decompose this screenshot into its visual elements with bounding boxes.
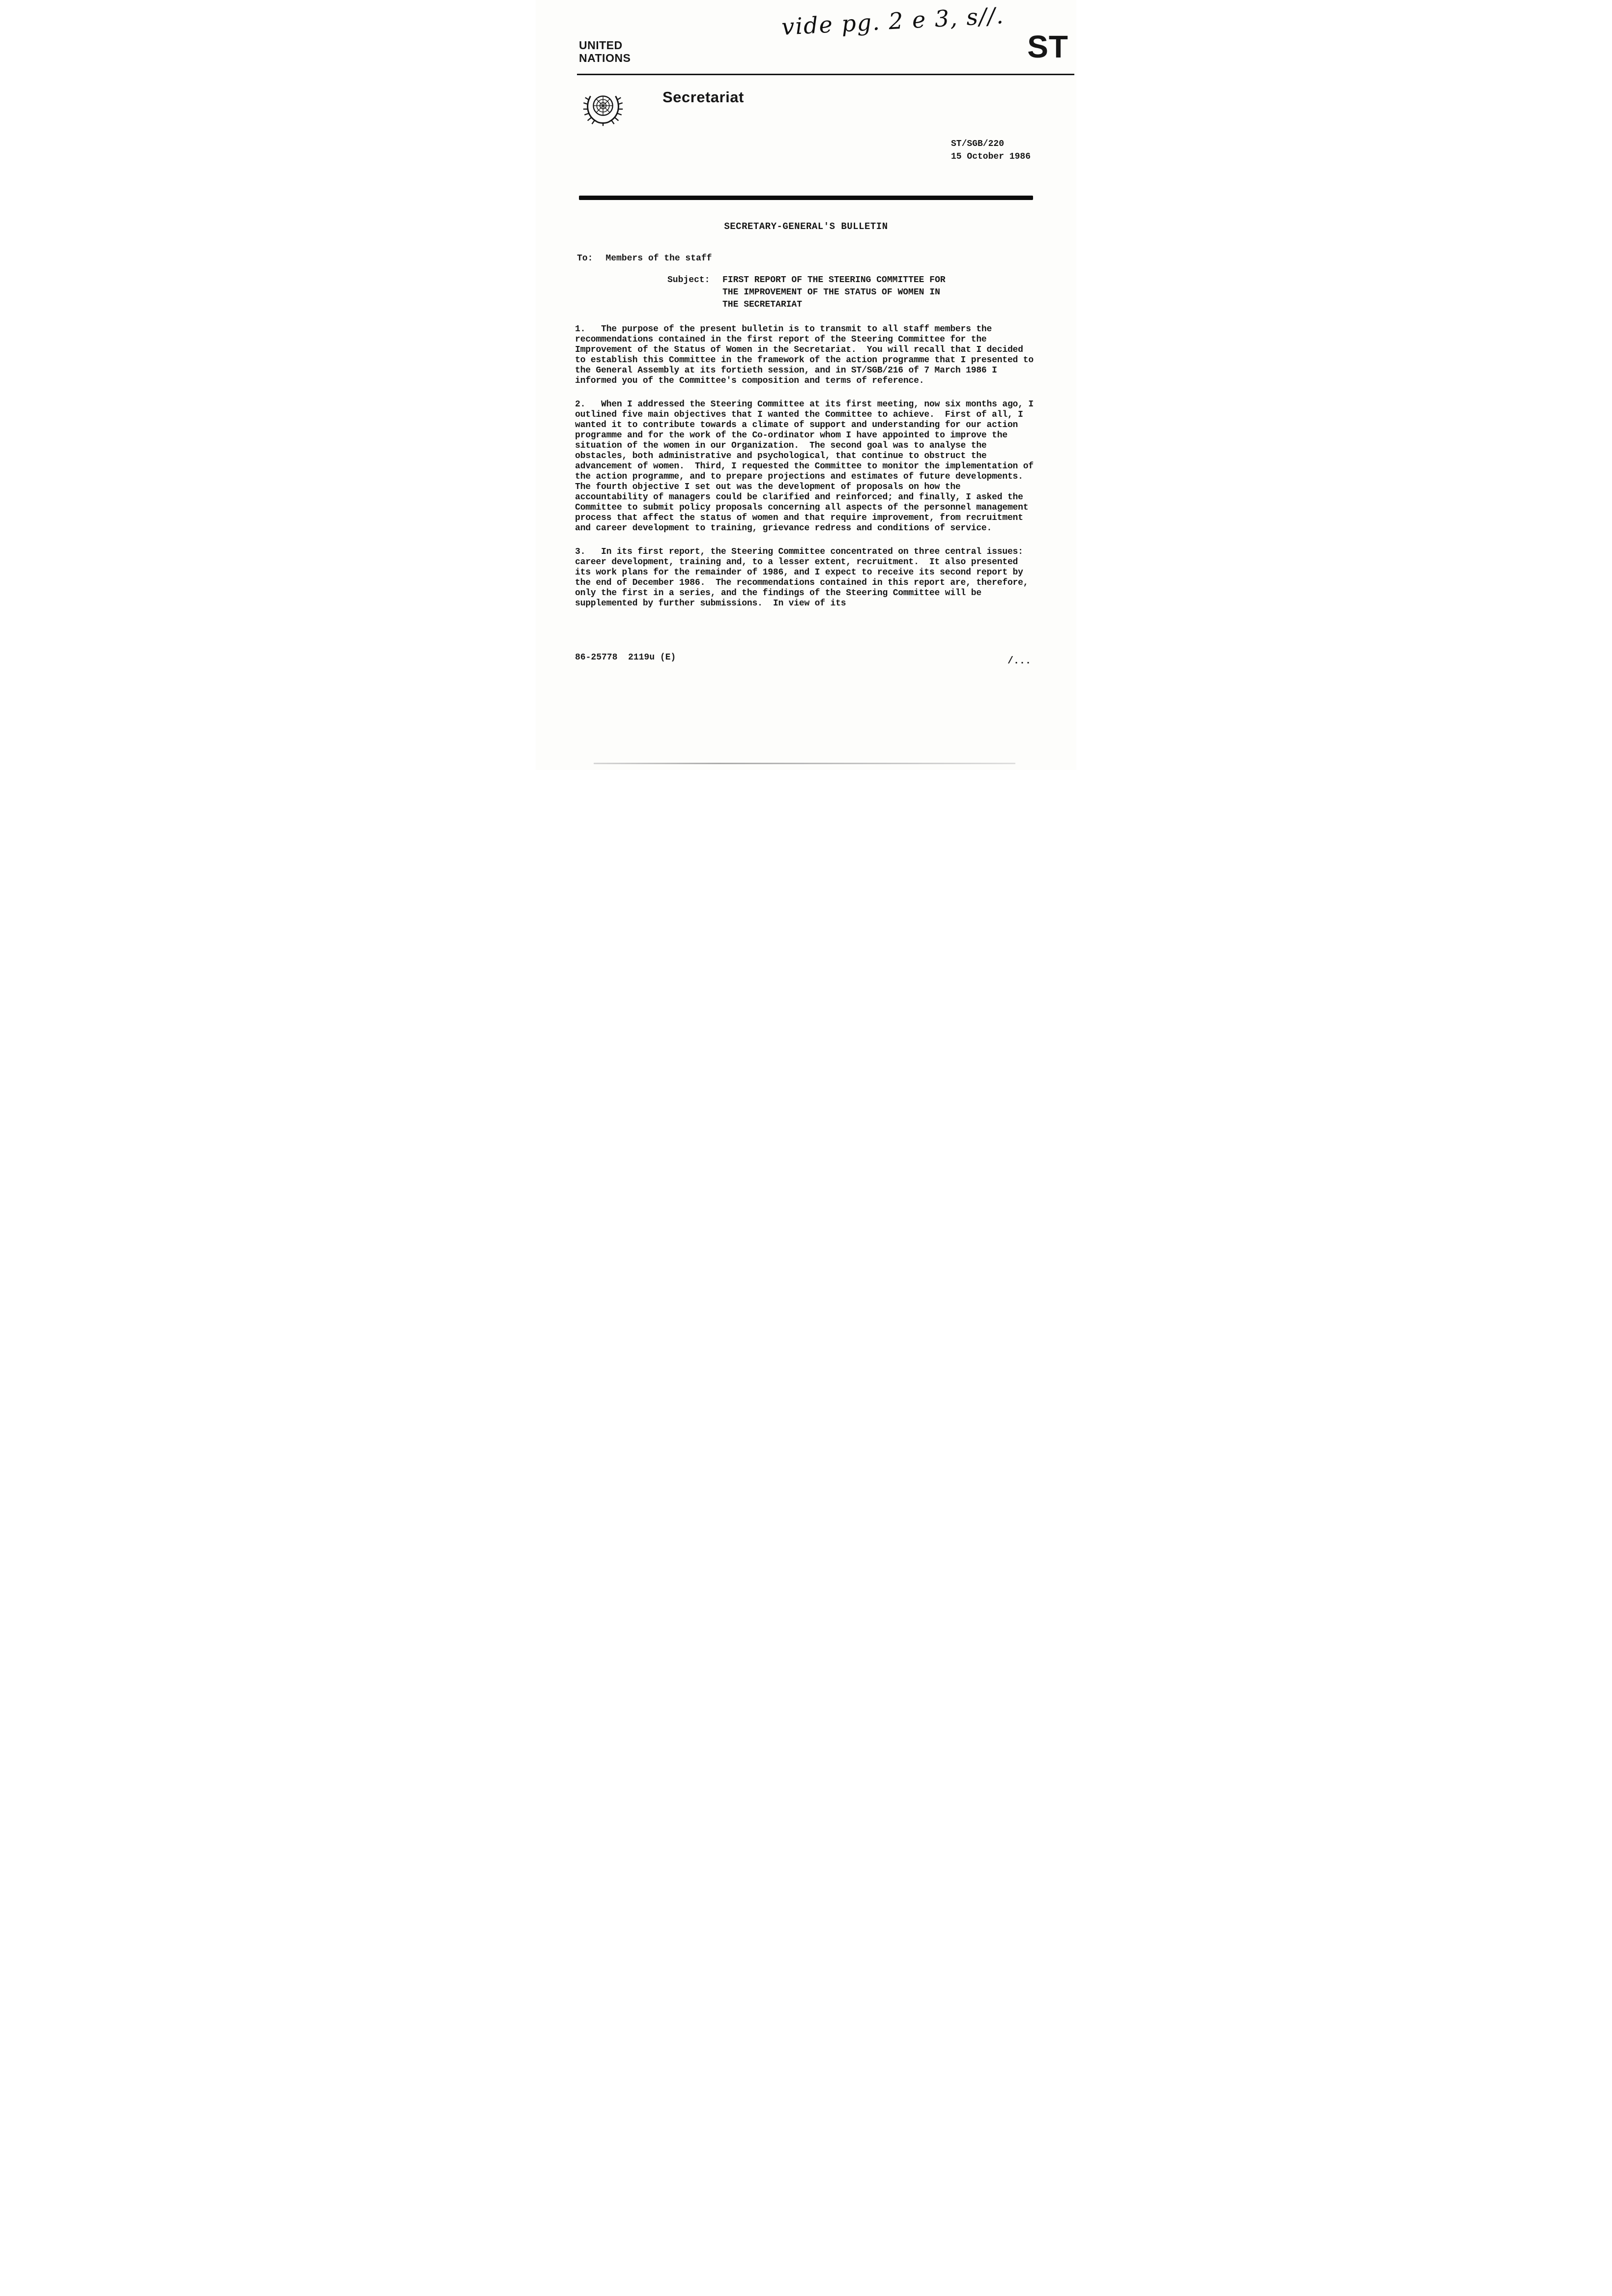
document-body xyxy=(575,324,1039,622)
series-symbol: ST xyxy=(1027,29,1068,64)
document-page xyxy=(536,0,1076,770)
subject-block xyxy=(667,274,946,311)
handwritten-annotation: vide pg. 2 e 3, s//. xyxy=(780,2,1005,40)
subject-line: FIRST REPORT OF THE STEERING COMMITTEE FOR xyxy=(722,275,946,285)
paragraph-3: 3. In its first report, the Steering Committee concentrated on three central issues: career development, training and, to a lesser extent, recruitment. It also presented its work plans for the remainder of 1986, and I expect to receive its second report by the end of December 1986. The recommendations contained in this report are, therefore, only the first in a series, and the findings of the Steering Committee will be supplemented by further submissions. In view of its xyxy=(575,547,1034,608)
to-value: Members of the staff xyxy=(605,254,712,263)
page-title: SECRETARY-GENERAL'S BULLETIN xyxy=(724,221,888,232)
org-name-line1: UNITED xyxy=(579,39,623,52)
to-label: To: xyxy=(577,254,593,263)
header-rule xyxy=(577,74,1074,75)
subject-lines xyxy=(722,274,946,311)
subject-label: Subject: xyxy=(667,275,710,285)
addressee-line xyxy=(577,254,712,263)
un-emblem-icon xyxy=(579,85,627,133)
continuation-mark: /... xyxy=(1007,656,1031,667)
document-number: 86-25778 2119u (E) xyxy=(575,653,676,662)
document-reference xyxy=(951,138,1031,163)
document-symbol: ST/SGB/220 xyxy=(951,139,1005,149)
paragraph-2: 2. When I addressed the Steering Committee at its first meeting, now six months ago, I outlined five main objectives that I wanted the Committee to achieve. First of all, I wanted it to contribute towards a climate of support and understanding for our action programme and for the work of the Co-ordinator whom I have appointed to improve the situation of the women in our Organization. The second goal was to analyse the obstacles, both administrative and psychological, that continue to obstruct the advancement of women. Third, I requested the Committee to monitor the implementation of the action programme, and to prepare projections and estimates of future developments. The fourth objective I set out was the development of proposals on how the accountability of managers could be clarified and reinforced; and finally, I asked the Committee to submit policy proposals concerning all aspects of the personnel management process that affect the status of women and that require improvement, from recruitment and career development to training, grievance redress and conditions of service. xyxy=(575,400,1039,533)
org-name-line2: NATIONS xyxy=(579,51,631,64)
document-date: 15 October 1986 xyxy=(951,152,1031,162)
subject-line: THE IMPROVEMENT OF THE STATUS OF WOMEN IN xyxy=(722,287,940,297)
paragraph-1: 1. The purpose of the present bulletin is to transmit to all staff members the recommendations contained in the first report of the Steering Committee for the Improvement of the Status of Women in the Secretariat. You will recall that I decided to establish this Committee in the framework of the action programme that I presented to the General Assembly at its fortieth session, and in ST/SGB/216 of 7 March 1986 I informed you of the Committee's composition and terms of reference. xyxy=(575,324,1039,386)
department-title: Secretariat xyxy=(662,88,744,106)
heavy-divider xyxy=(579,196,1033,200)
org-name xyxy=(579,39,631,65)
scan-artifact-line xyxy=(594,763,1015,764)
subject-line: THE SECRETARIAT xyxy=(722,300,803,310)
